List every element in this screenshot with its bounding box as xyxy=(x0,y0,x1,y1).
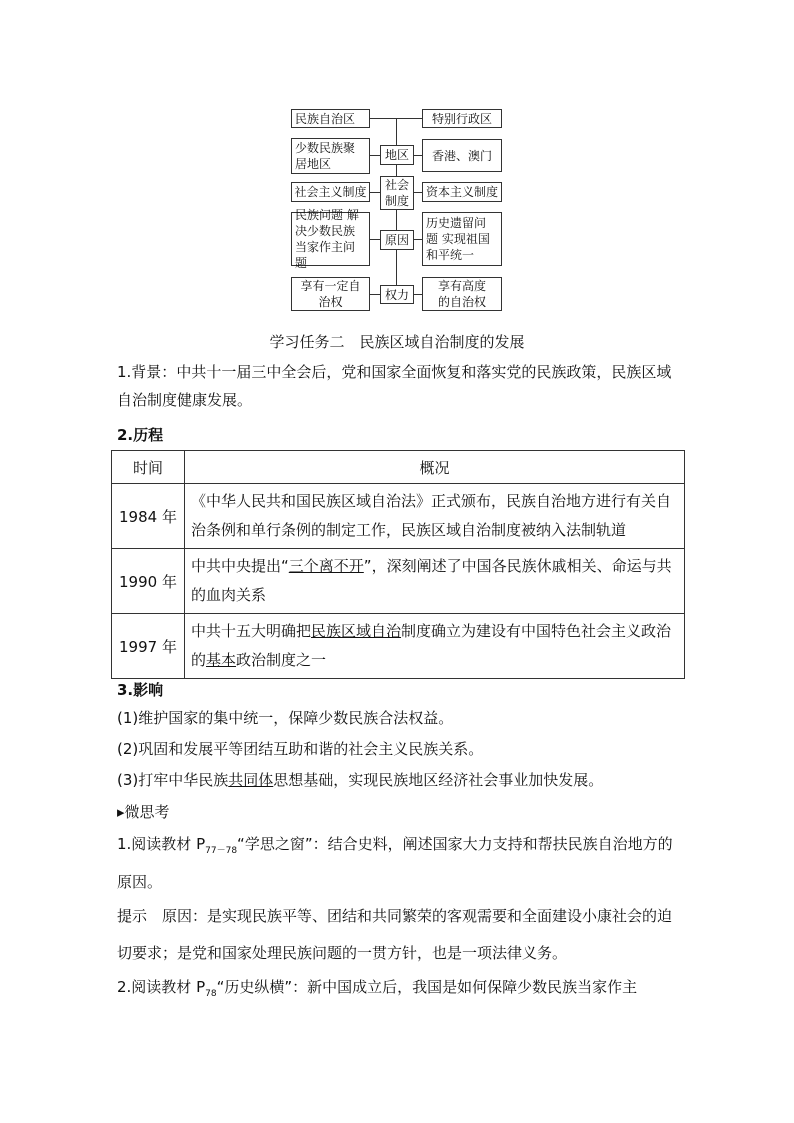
impact-item-3: (3)打牢中华民族共同体思想基础，实现民族地区经济社会事业加快发展。 xyxy=(117,771,604,789)
background-paragraph xyxy=(117,358,682,414)
right-box-sar: 特别行政区 xyxy=(422,109,502,128)
left-box-ethnic-reason: 民族问题 解决少数民族当家作主问题 xyxy=(291,212,370,266)
question-2: 2.阅读教材 $P_{78}“$历史纵横”：新中国成立后，我国是如何保障少数民族当家作主 xyxy=(117,978,638,999)
center-box-area: 地区 xyxy=(380,145,414,165)
left-box-socialist-system: 社会主义制度 xyxy=(291,182,370,202)
underlined-term: 共同体 xyxy=(228,771,274,789)
row-year: 1990 年 xyxy=(112,549,185,614)
think-heading: ▸微思考 xyxy=(117,803,170,821)
right-box-hk-macao: 香港、澳门 xyxy=(422,139,502,172)
right-box-capitalist-system: 资本主义制度 xyxy=(422,182,502,202)
row-desc: 中共中央提出“三个离不开”，深刻阐述了中国各民族休戚相关、命运与共的血肉关系 xyxy=(185,549,685,614)
impact-item-2: (2)巩固和发展平等团结互助和谐的社会主义民族关系。 xyxy=(117,740,484,758)
table-row xyxy=(112,614,685,679)
left-box-autonomous-region: 民族自治区 xyxy=(291,109,370,128)
row-desc: 中共十五大明确把民族区域自治制度确立为建设有中国特色社会主义政治的基本政治制度之一 xyxy=(185,614,685,679)
underlined-term: 三个离不开 xyxy=(288,557,364,575)
table-row xyxy=(112,484,685,549)
underlined-term: 基本 xyxy=(206,651,237,669)
center-box-power: 权力 xyxy=(380,285,414,304)
hint-paragraph: 提示 原因：是实现民族平等、团结和共同繁荣的客观需要和全面建设小康社会的迫切要求；是党和国家处理民族问题的一贯方针，也是一项法律义务。 xyxy=(117,907,673,962)
header-time: 时间 xyxy=(112,451,185,484)
connector-line xyxy=(370,118,422,119)
row-year: 1997 年 xyxy=(112,614,185,679)
table-row xyxy=(112,549,685,614)
center-box-reason: 原因 xyxy=(380,230,414,250)
right-box-historical-reason: 历史遗留问题 实现祖国和平统一 xyxy=(422,212,502,266)
history-heading: 2.历程 xyxy=(117,426,164,444)
left-box-minority-areas: 少数民族聚居地区 xyxy=(291,138,370,174)
left-box-some-autonomy: 享有一定自治权 xyxy=(291,277,370,311)
right-box-high-autonomy: 享有高度的自治权 xyxy=(422,277,502,311)
history-table xyxy=(111,450,685,679)
background-label: 1.背景： xyxy=(117,363,177,381)
header-overview: 概况 xyxy=(185,451,685,484)
background-text: 中共十一届三中全会后，党和国家全面恢复和落实党的民族政策，民族区域自治制度健康发展。 xyxy=(117,363,672,409)
impact-heading: 3.影响 xyxy=(117,681,164,699)
underlined-term: 民族区域自治 xyxy=(311,622,402,640)
section-title: 学习任务二 民族区域自治制度的发展 xyxy=(269,333,525,351)
impact-item-1: (1)维护国家的集中统一，保障少数民族合法权益。 xyxy=(117,709,454,727)
row-year: 1984 年 xyxy=(112,484,185,549)
question-1: 1.阅读教材 $P_{77-78}“$学思之窗”：结合史料，阐述国家大力支持和帮扶民族自治地方的原因。 xyxy=(117,835,673,891)
table-header-row xyxy=(112,451,685,484)
row-desc: 《中华人民共和国民族区域自治法》正式颁布，民族自治地方进行有关自治条例和单行条例的制定工作，民族区域自治制度被纳入法制轨道 xyxy=(185,484,685,549)
center-box-system: 社会制度 xyxy=(380,176,414,210)
comparison-diagram xyxy=(0,0,794,330)
